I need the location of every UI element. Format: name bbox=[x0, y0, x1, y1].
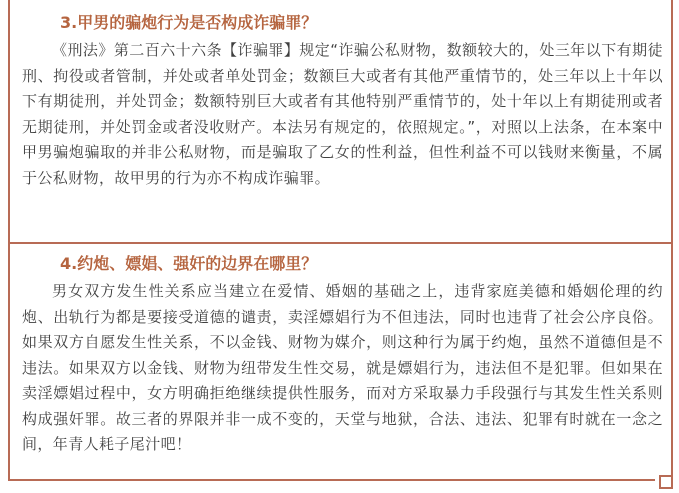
section-body: 男女双方发生性关系应当建立在爱情、婚姻的基础之上，违背家庭美德和婚姻伦理的约炮、出轨行为都是要接受道德的谴责，卖淫嫖娼行为不但违法，同时也违背了社会公序良俗。如果双方自愿发生性关系，不以金钱、财物为媒介，则这种行为属于约炮，虽然不道德但是不违法。如果双方以金钱、财物为纽带发生性交易，就是嫖娼行为，违法但不是犯罪。但如果在卖淫嫖娼过程中，女方明确拒绝继续提供性服务，而对方采取暴力手段强行与其发生性关系则构成强奸罪。故三者的界限并非一成不变的，天堂与地狱，合法、违法、犯罪有时就在一念之间，年青人耗子尾汁吧！ bbox=[22, 282, 663, 453]
section-boundaries bbox=[22, 253, 663, 458]
section-heading: 4.约炮、嫖娼、强奸的边界在哪里？ bbox=[60, 254, 318, 273]
corner-square-icon bbox=[659, 475, 673, 489]
card-frame-bottom bbox=[8, 479, 655, 481]
section-fraud bbox=[22, 12, 663, 191]
section-heading: 3.甲男的骗炮行为是否构成诈骗罪？ bbox=[60, 13, 318, 32]
section-divider bbox=[8, 242, 673, 244]
section-body: 《刑法》第二百六十六条【诈骗罪】规定“诈骗公私财物，数额较大的，处三年以下有期徒刑、拘役或者管制，并处或者单处罚金；数额巨大或者有其他严重情节的，处三年以上十年以下有期徒刑，并处罚金；数额特别巨大或者有其他特别严重情节的，处十年以上有期徒刑或者无期徒刑，并处罚金或者没收财产。本法另有规定的，依照规定。”，对照以上法条，在本案中甲男骗炮骗取的并非公私财物，而是骗取了乙女的性利益，但性利益不可以钱财来衡量，不属于公私财物，故甲男的行为亦不构成诈骗罪。 bbox=[22, 41, 663, 187]
